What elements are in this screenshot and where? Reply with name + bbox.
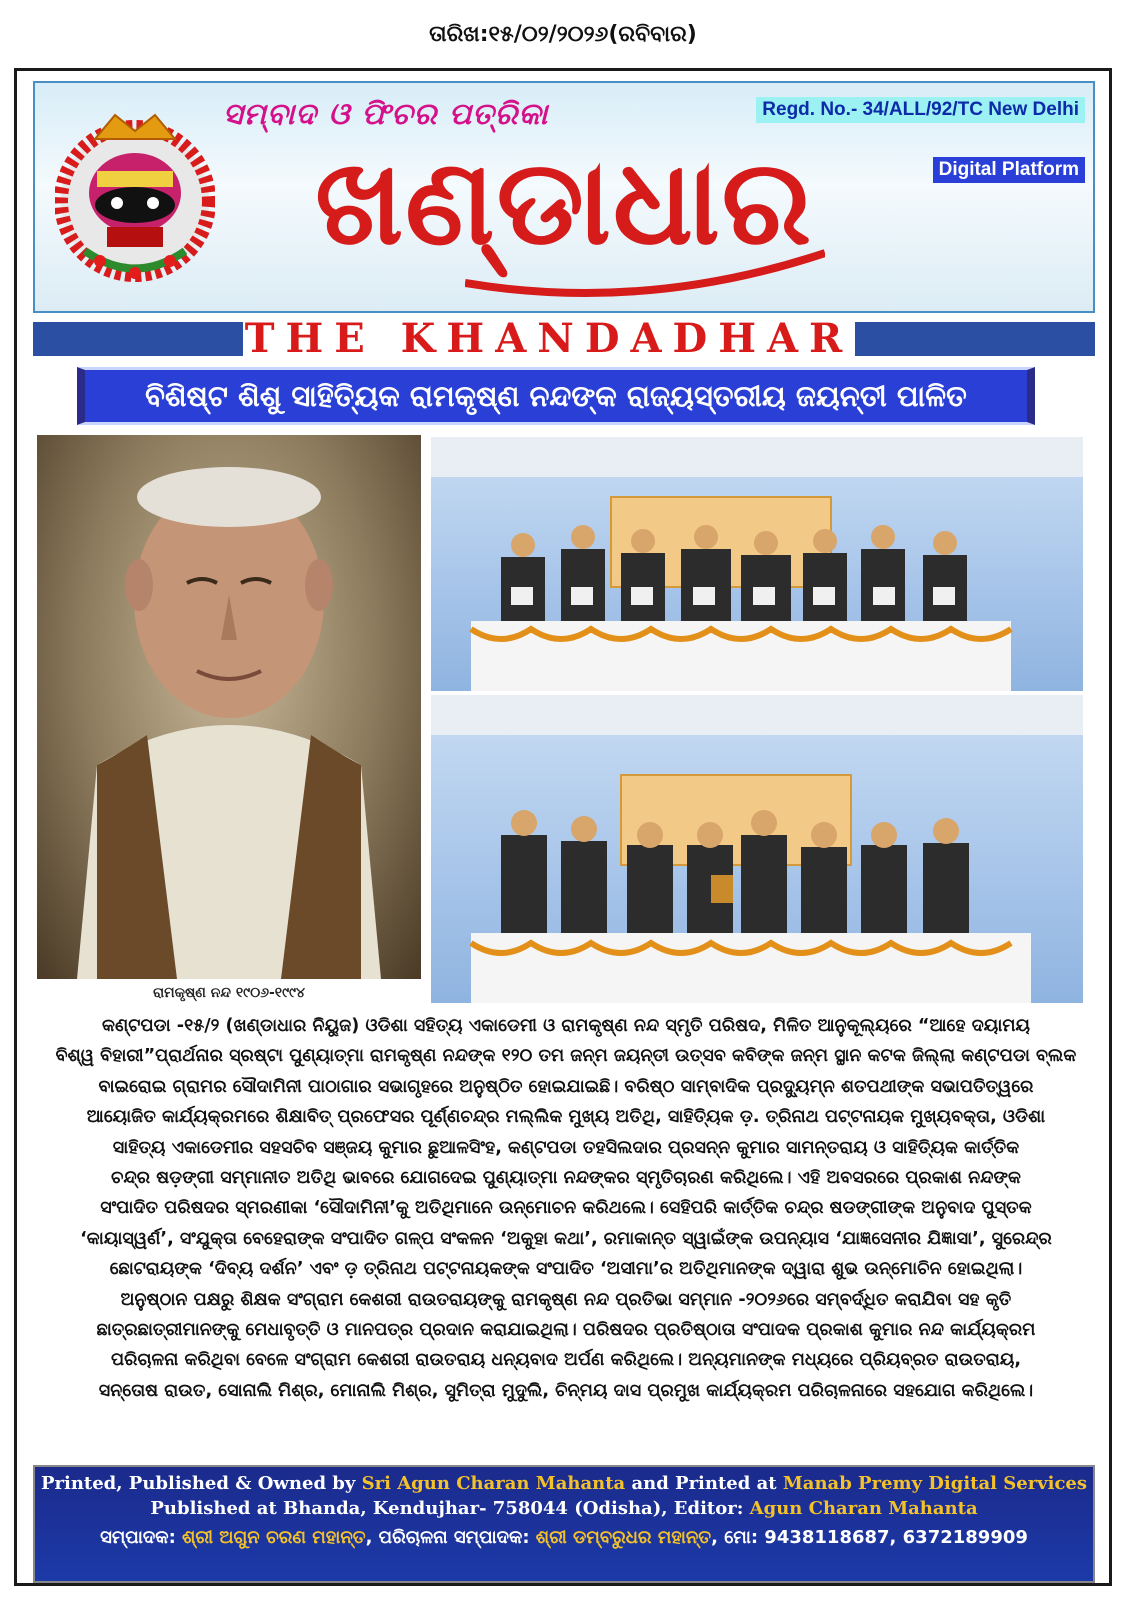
portrait-figure-icon [37, 435, 421, 979]
imprint-footer [33, 1465, 1095, 1583]
portrait-caption: ରାମକୃଷ୍ଣ ନନ୍ଦ ୧୯୦୬-୧୯୯୪ [153, 985, 305, 1001]
owner-name: Sri Agun Charan Mahanta [361, 1473, 626, 1494]
newspaper-page [14, 68, 1112, 1586]
imprint-text: and Printed at [625, 1473, 783, 1494]
printer-name: Manab Premy Digital Services [782, 1473, 1088, 1494]
imprint-line-1 [35, 1473, 1093, 1494]
article-body [39, 1011, 1093, 1406]
article-line: ଛୋଟରାୟଙ୍କ ‘ଦିବ୍ୟ ଦର୍ଶନ’ ଏବଂ ଡ଼ ତ୍ରିନାଥ ପଟ୍ଟନାୟକଙ୍କ ସଂପାଦିତ ‘ଅସୀମା’ର ଅତିଥିମାନଙ୍କ ଦ୍ୱାରା ଶୁଭ ଉନ୍ମୋଚିନ ହୋଇଥିଲା। [109, 1259, 1023, 1280]
imprint-text: Published at Bhanda, Kendujhar- 758044 (Odisha), Editor: [150, 1498, 750, 1519]
imprint-line-2 [35, 1498, 1093, 1519]
article-line: ଛାତ୍ରଛାତ୍ରୀମାନଙ୍କୁ ମେଧାବୃତ୍ତି ଓ ମାନପତ୍ର ପ୍ରଦାନ କରାଯାଇଥିଲା। ପରିଷଦର ପ୍ରତିଷ୍ଠାତା ସଂପାଦକ ପ୍ରକାଶ କୁମାର ନନ୍ଦ କାର୍ଯ୍ୟକ୍ରମ [96, 1320, 1036, 1341]
band-bar-left [33, 322, 243, 356]
portrait-photo [37, 435, 421, 979]
english-title-band [33, 315, 1095, 362]
imprint-text: ସମ୍ପାଦକ: [100, 1527, 183, 1548]
article-line: ସନ୍ତୋଷ ରାଉତ, ସୋନାଲି ମିଶ୍ର, ମୋନାଲି ମିଶ୍ର, ସୁମିତ୍ରା ମୁଦୁଲି, ଚିନ୍ମୟ ଦାସ ପ୍ରମୁଖ କାର୍ଯ୍ୟକ୍ରମ ପରିଚାଳନାରେ ସହଯୋଗ କରିଥିଲେ। [98, 1380, 1034, 1401]
article-line: ଅନୁଷ୍ଠାନ ପକ୍ଷରୁ ଶିକ୍ଷକ ସଂଗ୍ରାମ କେଶରୀ ରାଉତରାୟଙ୍କୁ ରାମକୃଷ୍ଣ ନନ୍ଦ ପ୍ରତିଭା ସମ୍ମାନ -୨୦୨୬ରେ ସମ୍ବର୍ଦ୍ଧିତ କରାଯିବା ସହ କୃତି [120, 1289, 1012, 1310]
article-line: ଆୟୋଜିତ କାର୍ଯ୍ୟକ୍ରମରେ ଶିକ୍ଷାବିତ୍ ପ୍ରଫେସର ପୂର୍ଣ୍ଣଚନ୍ଦ୍ର ମଲ୍ଲିକ ମୁଖ୍ୟ ଅତିଥି, ସାହିତ୍ୟିକ ଡ଼. ତ୍ରିନାଥ ପଟ୍ଟନାୟକ ମୁଖ୍ୟବକ୍ତା, ଓଡିଶା [86, 1107, 1046, 1128]
masthead [33, 81, 1095, 313]
article-line: ସଂପାଦିତ ପରିଷଦର ସ୍ମରଣୀକା ‘ସୌଦାମିନୀ’କୁ ଅତିଥିମାନେ ଉନ୍ମୋଚନ କରିଥଲେ। ସେହିପରି କାର୍ତ୍ତିକ ଚନ୍ଦ୍ର ଷଡଙ୍ଗୀଙ୍କ ଅନୁବାଦ ପୁସ୍ତକ [100, 1198, 1032, 1219]
event-scene-1-icon [431, 437, 1083, 691]
imprint-text: , ପରିଚାଳନା ସମ୍ପାଦକ: [365, 1527, 536, 1548]
digital-platform-badge: Digital Platform [933, 157, 1085, 183]
imprint-text: Printed, Published & Owned by [40, 1473, 362, 1494]
article-line: ପରିଚାଳନା କରିଥିବା ବେଳେ ସଂଗ୍ରାମ କେଶରୀ ରାଉତରାୟ ଧନ୍ୟବାଦ ଅର୍ପଣ କରିଥିଲେ। ଅନ୍ୟମାନଙ୍କ ମଧ୍ୟରେ ପ୍ରିୟବ୍ରତ ରାଉତରାୟ, [110, 1350, 1022, 1371]
newspaper-title: ଖଣ୍ଡାଧାର [315, 133, 814, 271]
article-line: କଣ୍ଟପଡା -୧୫/୨ (ଖଣ୍ଡାଧାର ନିୟୁଜ) ଓଡିଶା ସହିତ୍ୟ ଏକାଡେମୀ ଓ ରାମକୃଷ୍ଣ ନନ୍ଦ ସ୍ମୃତି ପରିଷଦ, ମିଳିତ ଆନୁକୂଲ୍ୟରେ “ଆହେ ଦୟାମୟ [101, 1016, 1031, 1036]
article-line: ବାଇରୋଇ ଗ୍ରାମର ସୌଦାମିନୀ ପାଠାଗାର ସଭାଗୃହରେ ଅନୁଷ୍ଠିତ ହୋଇଯାଇଛି। ବରିଷ୍ଠ ସାମ୍ବାଦିକ ପ୍ରଦ୍ୟୁମ୍ନ ଶତପଥୀଙ୍କ ସଭାପତିତ୍ୱରେ [98, 1076, 1034, 1097]
registration-badge: Regd. No.- 34/ALL/92/TC New Delhi [756, 97, 1085, 123]
deity-emblem-icon [55, 101, 215, 291]
title-swoosh-icon [465, 243, 825, 303]
band-bar-right [855, 322, 1095, 356]
article-line: ସାହିତ୍ୟ ଏକାଡେମୀର ସହସଚିବ ସଞ୍ଜୟ କୁମାର ଛୁଆଳସିଂହ, କଣ୍ଟପଡା ତହସିଲଦାର ପ୍ରସନ୍ନ କୁମାର ସାମନ୍ତରାୟ ଓ ସାହିତ୍ୟିକ କାର୍ତ୍ତିକ [112, 1137, 1020, 1158]
event-scene-2-icon [431, 695, 1083, 1003]
date-line: ତାରିଖ:୧୫/୦୨/୨୦୨୬(ରବିବାର) [429, 22, 697, 47]
event-photo-felicitation [431, 695, 1083, 1003]
imprint-line-3 [35, 1527, 1093, 1548]
article-headline: ବିଶିଷ୍ଟ ଶିଶୁ ସାହିତ୍ୟିକ ରାମକୃଷ୍ଣ ନନ୍ଦଙ୍କ ରାଜ୍ୟସ୍ତରୀୟ ଜୟନ୍ତୀ ପାଳିତ [77, 367, 1035, 425]
article-line: ଚନ୍ଦ୍ର ଷଡ଼ଙ୍ଗୀ ସମ୍ମାନୀତ ଅତିଥି ଭାବରେ ଯୋଗଦେଇ ପୁଣ୍ୟାତ୍ମା ନନ୍ଦଙ୍କର ସ୍ମୃତିଚାରଣ କରିଥିଲେ। ଏହି ଅବସରରେ ପ୍ରକାଶ ନନ୍ଦଙ୍କ [110, 1168, 1022, 1189]
editor-name: Agun Charan Mahanta [749, 1498, 978, 1519]
managing-editor-name: ଶ୍ରୀ ଡମ୍ବରୁଧର ମହାନ୍ତ [535, 1527, 712, 1548]
contact-phone: , ମୋ: 9438118687, 6372189909 [711, 1527, 1028, 1548]
event-photo-book-release [431, 437, 1083, 691]
editor-odia-name: ଶ୍ରୀ ଅଗୁନ ଚରଣ ମହାନ୍ତ [182, 1527, 366, 1548]
english-title: THE KHANDADHAR [244, 315, 854, 362]
article-line: ବିଶ୍ୱ ବିହାରୀ”ପ୍ରାର୍ଥନାର ସ୍ରଷ୍ଟା ପୁଣ୍ୟାତ୍ମା ରାମକୃଷ୍ଣ ନନ୍ଦଙ୍କ ୧୨୦ ତମ ଜନ୍ମ ଜୟନ୍ତୀ ଉତ୍ସବ କବିଙ୍କ ଜନ୍ମ ସ୍ଥାନ କଟକ ଜିଲ୍ଲା କଣ୍ଟପଡା ବ୍ଲକ [55, 1046, 1077, 1067]
article-line: ‘କାୟାସ୍ୱର୍ଣ’, ସଂଯୁକ୍ତା ବେହେରାଙ୍କ ସଂପାଦିତ ଗଳ୍ପ ସଂକଳନ ‘ଅକୁହା କଥା’, ରମାକାନ୍ତ ସ୍ୱାଇଁଙ୍କ ଉପନ୍ୟାସ ‘ଯାଜ୍ଞସେନୀର ଯିଜ୍ଞାସା’, ସୁରେନ୍ଦ୍ର [80, 1228, 1052, 1249]
masthead-tagline: ସମ୍ବାଦ ଓ ଫିଚର ପତ୍ରିକା [223, 97, 549, 132]
